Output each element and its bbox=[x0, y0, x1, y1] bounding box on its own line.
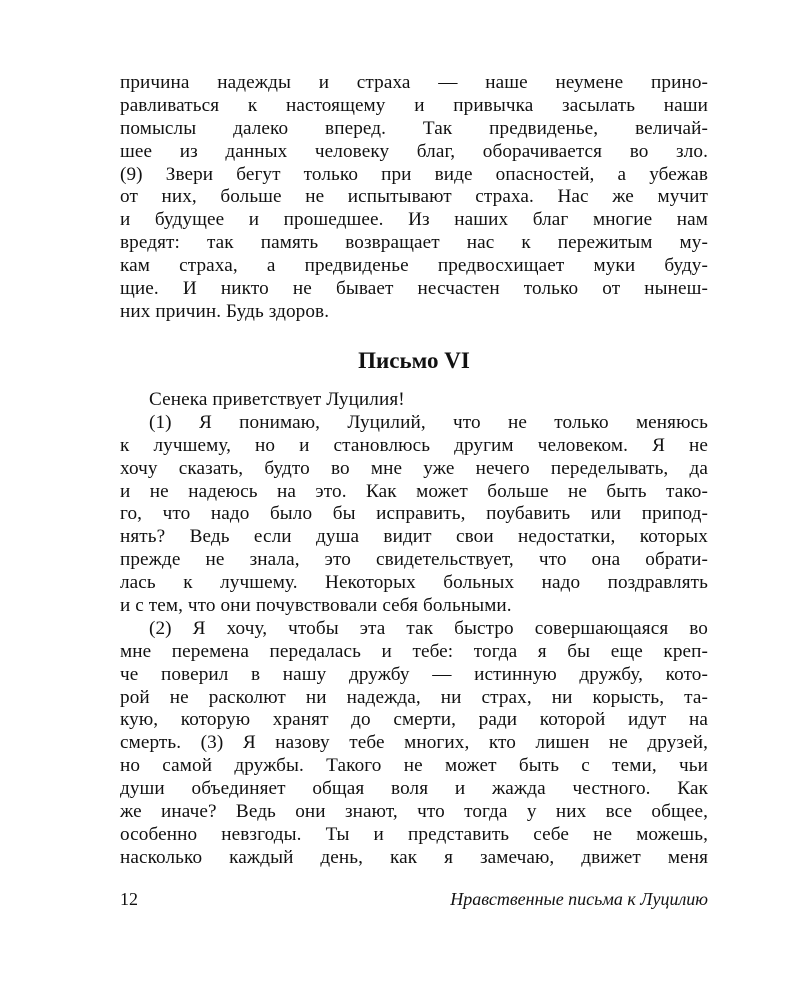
text-line: кую, которую хранят до смерти, ради которой идут на bbox=[120, 709, 708, 731]
text-line: нять? Ведь если душа видит свои недостатки, которых bbox=[120, 526, 708, 548]
text-line: щие. И никто не бывает несчастен только от нынеш- bbox=[120, 278, 708, 300]
text-line: че поверил в нашу дружбу — истинную дружбу, кото- bbox=[120, 663, 708, 685]
text-line: мне перемена передалась и тебе: тогда я бы еще креп- bbox=[120, 640, 708, 662]
text-line: кам страха, а предвиденье предвосхищает муки буду- bbox=[120, 255, 708, 277]
letter-body bbox=[120, 389, 708, 870]
text-line: но самой дружбы. Такого не может быть с теми, чьи bbox=[120, 755, 708, 777]
text-line: хочу сказать, будто во мне уже нечего переделывать, да bbox=[120, 457, 708, 479]
text-line: шее из данных человеку благ, оборачивается во зло. bbox=[120, 140, 708, 162]
text-line: же иначе? Ведь они знают, что тогда у них все общее, bbox=[120, 801, 708, 823]
text-line: смерть. (3) Я назову тебе многих, кто лишен не друзей, bbox=[120, 732, 708, 754]
text-line: прежде не знала, это свидетельствует, что она обрати- bbox=[120, 549, 708, 571]
text-line: (1) Я понимаю, Луцилий, что не только меняюсь bbox=[149, 411, 708, 433]
letter-title: Письмо VI bbox=[358, 348, 470, 373]
text-line: (9) Звери бегут только при виде опасностей, а убежав bbox=[120, 163, 708, 185]
text-line: насколько каждый день, как я замечаю, движет меня bbox=[120, 846, 708, 868]
text-line: и с тем, что они почувствовали себя больными. bbox=[120, 595, 512, 617]
page-number: 12 bbox=[120, 889, 138, 909]
text-line: и не надеюсь на это. Как может больше не быть тако- bbox=[120, 480, 708, 502]
continued-paragraph bbox=[120, 72, 708, 324]
text-line: причина надежды и страха — наше неумене прино- bbox=[120, 72, 708, 93]
text-line: души объединяет общая воля и жажда честного. Как bbox=[120, 778, 708, 800]
text-line: лась к лучшему. Некоторых больных надо поздравлять bbox=[120, 572, 708, 594]
text-line: особенно невзгоды. Ты и представить себе не можешь, bbox=[120, 823, 708, 845]
text-line: го, что надо было бы исправить, поубавить или припод- bbox=[120, 503, 708, 525]
text-line: них причин. Будь здоров. bbox=[120, 300, 330, 322]
text-line: от них, больше не испытывают страха. Нас же мучит bbox=[120, 186, 708, 208]
text-line: и будущее и прошедшее. Из наших благ многие нам bbox=[120, 209, 708, 231]
text-line: равливаться к настоящему и привычка засылать наши bbox=[120, 94, 708, 116]
text-line: вредят: так память возвращает нас к пережитым му- bbox=[120, 232, 708, 254]
text-line: к лучшему, но и становлюсь другим человеком. Я не bbox=[120, 434, 708, 456]
text-line: (2) Я хочу, чтобы эта так быстро совершающаяся во bbox=[149, 617, 708, 639]
text-line: рой не расколют ни надежда, ни страх, ни корысть, та- bbox=[120, 686, 708, 708]
text-line: помыслы далеко вперед. Так предвиденье, величай- bbox=[120, 117, 708, 139]
running-title: Нравственные письма к Луцилию bbox=[450, 889, 708, 909]
letter-greeting: Сенека приветствует Луцилия! bbox=[149, 389, 405, 410]
